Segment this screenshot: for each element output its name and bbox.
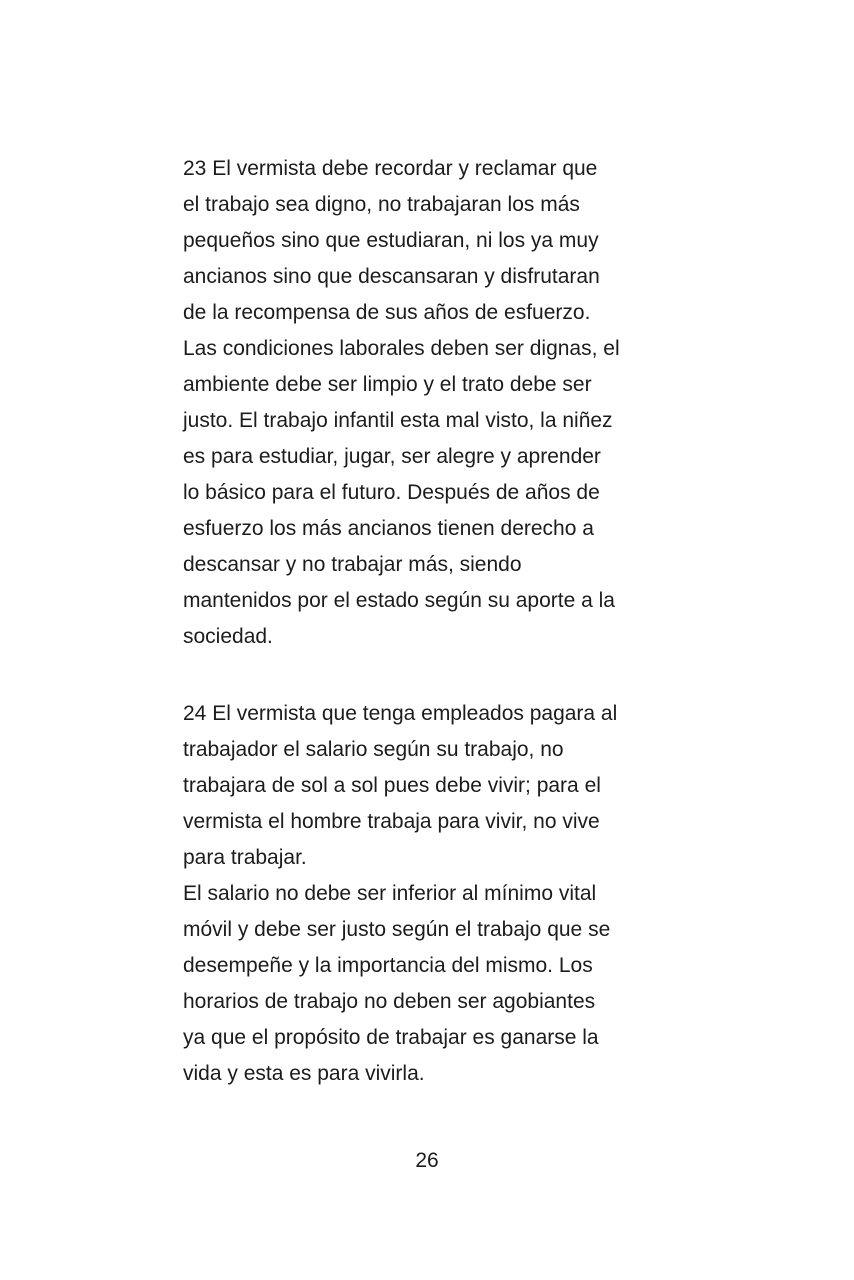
paragraph-article-23 [183, 151, 683, 655]
text-line: esfuerzo los más ancianos tienen derecho a [183, 517, 594, 540]
text-line: es para estudiar, jugar, ser alegre y aprender [183, 445, 601, 468]
text-line: ya que el propósito de trabajar es ganarse la [183, 1026, 599, 1049]
text-line: ancianos sino que descansaran y disfrutaran [183, 265, 600, 288]
text-line: pequeños sino que estudiaran, ni los ya muy [183, 229, 599, 252]
text-line: El salario no debe ser inferior al mínimo vital [183, 882, 597, 905]
text-line: justo. El trabajo infantil esta mal visto, la niñez [183, 409, 613, 432]
page-number: 26 [415, 1149, 439, 1172]
text-line: ambiente debe ser limpio y el trato debe ser [183, 373, 592, 396]
text-line: desempeñe y la importancia del mismo. Los [183, 954, 593, 977]
text-line: 23 El vermista debe recordar y reclamar que [183, 157, 598, 180]
text-line: trabajador el salario según su trabajo, no [183, 738, 564, 761]
text-line: horarios de trabajo no deben ser agobiantes [183, 990, 596, 1013]
text-line: móvil y debe ser justo según el trabajo que se [183, 918, 611, 941]
text-line: lo básico para el futuro. Después de años de [183, 481, 600, 504]
text-line: de la recompensa de sus años de esfuerzo. [183, 301, 591, 324]
text-line: Las condiciones laborales deben ser dignas, el [183, 337, 620, 360]
text-line: mantenidos por el estado según su aporte a la [183, 589, 615, 612]
text-line: trabajara de sol a sol pues debe vivir; para el [183, 774, 601, 797]
text-line: para trabajar. [183, 846, 307, 869]
text-line: 24 El vermista que tenga empleados pagara al [183, 702, 618, 725]
paragraph-article-24 [183, 696, 683, 1092]
text-line: sociedad. [183, 625, 273, 648]
text-line: vida y esta es para vivirla. [183, 1062, 425, 1085]
text-line: descansar y no trabajar más, siendo [183, 553, 522, 576]
text-line: vermista el hombre trabaja para vivir, no vive [183, 810, 600, 833]
text-line: el trabajo sea digno, no trabajaran los más [183, 193, 580, 216]
